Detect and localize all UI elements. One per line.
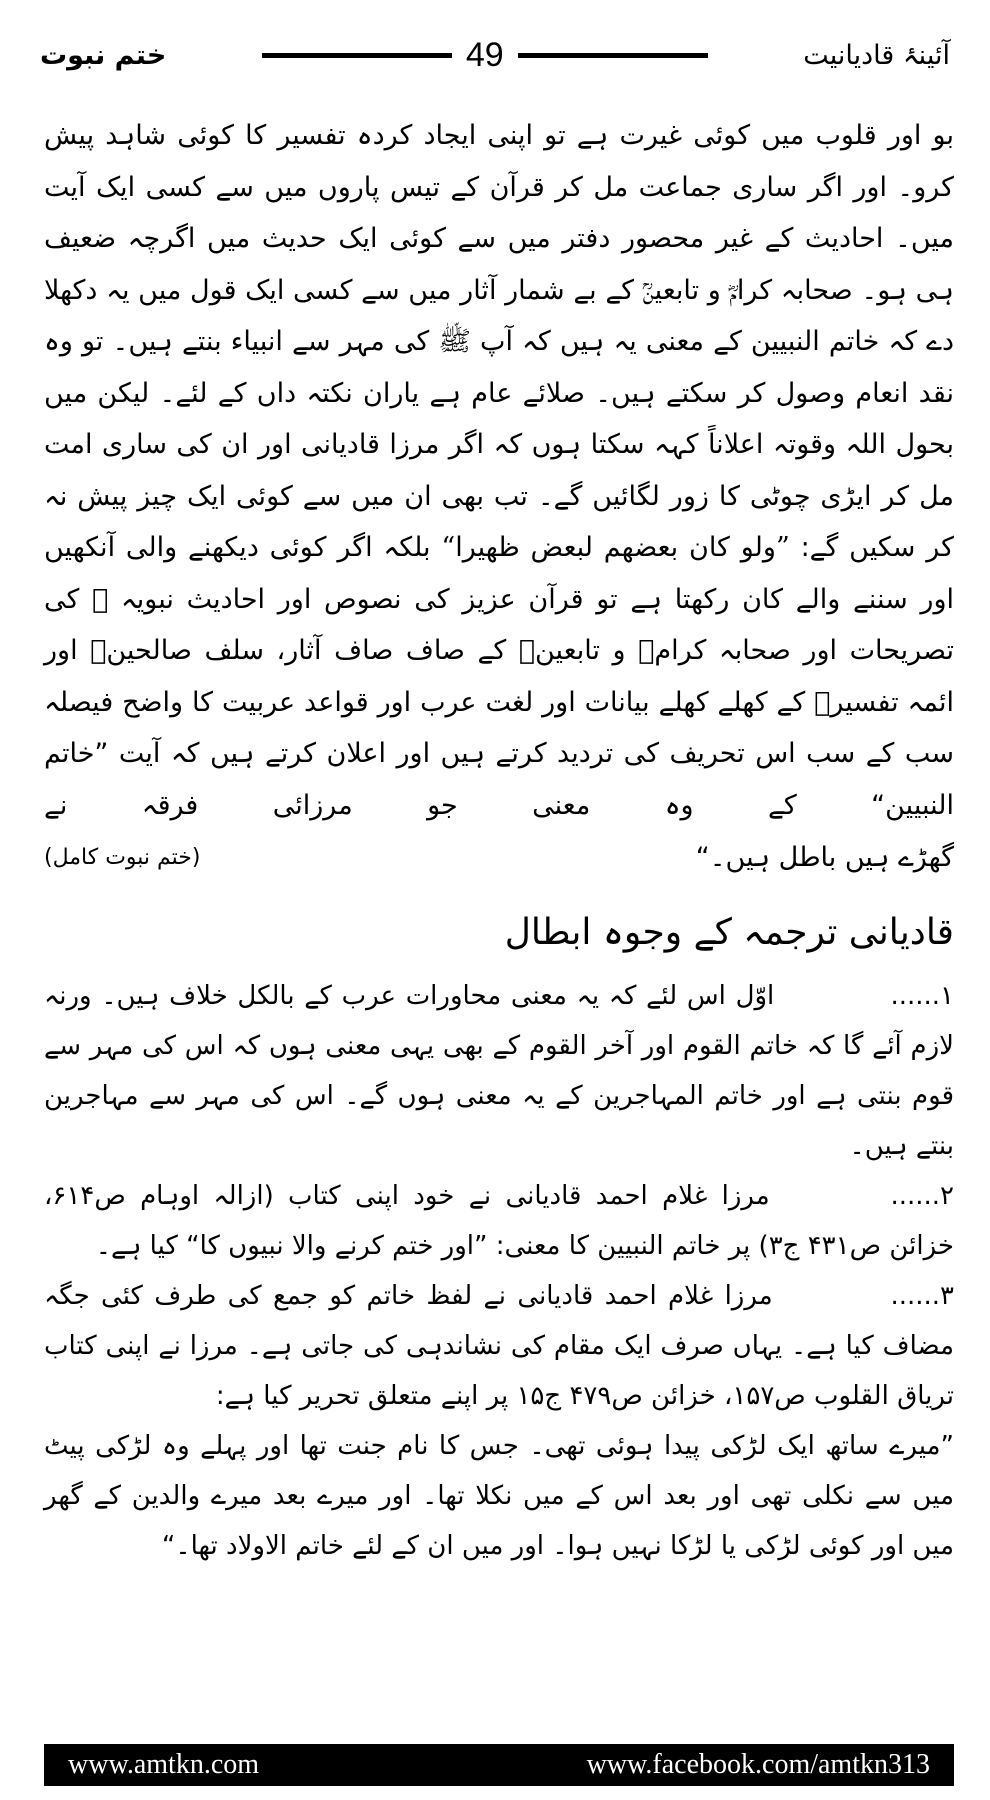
list-item-number: ۱...... xyxy=(890,981,954,1011)
page-footer xyxy=(44,1744,954,1786)
list-item-1 xyxy=(44,971,954,1171)
list-item-number: ۳...... xyxy=(890,1281,954,1311)
list-item-text: مرزا غلام احمد قادیانی نے لفظ خاتم کو جمع کی طرف کئی جگہ مضاف کیا ہے۔ یہاں صرف ایک مقام کی نشاندہی کی جاتی ہے۔ مرزا نے اپنی کتاب تریاق القلوب ص۱۵۷، خزائن ص۴۷۹ ج۱۵ پر اپنے متعلق تحریر کیا ہے: xyxy=(44,1281,954,1411)
footer-website-link[interactable]: www.amtkn.com xyxy=(68,1749,260,1780)
page-number: 49 xyxy=(465,35,504,74)
list-item-2 xyxy=(44,1171,954,1271)
page-number-group xyxy=(262,36,708,75)
arabic-verse-quote: ”ولو کان بعضهم لبعض ظهیرا“ xyxy=(441,532,790,563)
page-header xyxy=(40,30,950,80)
paragraph-1-end: گھڑے ہیں باطل ہیں۔“ xyxy=(695,841,954,873)
paragraph-1-continuation: بلکہ اگر کوئی دیکھنے والی آنکھیں اور سننے والے کان رکھتا ہے تو قرآن عزیز کی نصوص اور احادیث نبویہ ﷺ کی تصریحات اور صحابہ کرامؓ و تابعینؒ کے صاف صاف آثار، سلف صالحینؒ اور ائمہ تفسیرؒ کے کھلے کھلے بیانات اور لغت عرب اور قواعد عربیت کا واضح فیصلہ سب کے سب اس تحریف کی تردید کرتے ہیں اور اعلان کرتے ہیں کہ آیت ”خاتم النبیین“ کے وہ معنی جو مرزائی فرقہ نے xyxy=(44,532,954,821)
list-item-number: ۲...... xyxy=(890,1181,955,1211)
header-rule-right xyxy=(518,53,708,58)
list-item-text: اوّل اس لئے کہ یہ معنی محاورات عرب کے بالکل خلاف ہیں۔ ورنہ لازم آئے گا کہ خاتم القوم اور آخر القوم کے بھی یہی معنی ہوں کہ اس کی مہر سے قوم بنتی ہے اور خاتم المہاجرین کے یہ معنی ہوں گے۔ اس کی مہر سے مہاجرین بنتے ہیں۔ xyxy=(44,981,954,1161)
list-item-text: مرزا غلام احمد قادیانی نے خود اپنی کتاب (ازالہ اوہام ص۶۱۴، خزائن ص۴۳۱ ج۳) پر خاتم النبیین کا معنی: ”اور ختم کرنے والا نبیوں کا“ کیا ہے۔ xyxy=(44,1181,954,1261)
paragraph-1-last-line xyxy=(44,831,954,883)
paragraph-1 xyxy=(44,110,954,831)
list-item-3 xyxy=(44,1271,954,1421)
header-title-right: آئینۂ قادیانیت xyxy=(803,39,950,71)
block-quote: ”میرے ساتھ ایک لڑکی پیدا ہوئی تھی۔ جس کا نام جنت تھا اور پہلے وہ لڑکی پیٹ میں سے نکلی تھی اور بعد اس کے میں نکلا تھا۔ اور میرے بعد میرے والدین کے گھر میں اور کوئی لڑکی یا لڑکا نہیں ہوا۔ اور میں ان کے لئے خاتم الاولاد تھا۔“ xyxy=(44,1431,954,1561)
header-rule-left xyxy=(262,53,452,58)
section-heading: قادیانی ترجمہ کے وجوہ ابطال xyxy=(504,912,954,953)
header-title-left: ختم نبوت xyxy=(40,39,167,71)
page-body xyxy=(44,110,954,1571)
citation: (ختم نبوت کامل) xyxy=(44,844,201,870)
paragraph-1-text: بو اور قلوب میں کوئی غیرت ہے تو اپنی ایجاد کردہ تفسیر کا کوئی شاہد پیش کرو۔ اور اگر ساری جماعت مل کر قرآن کے تیس پاروں میں سے کسی ایک آیت میں۔ احادیث کے غیر محصور دفتر میں سے کوئی ایک حدیث میں اگرچہ ضعیف ہی ہو۔ صحابہ کرامؓ و تابعینؒ کے بے شمار آثار میں سے کسی ایک قول میں یہ دکھلا دے کہ خاتم النبیین کے معنی یہ ہیں کہ آپ ﷺ کی مہر سے انبیاء بنتے ہیں۔ تو وہ نقد انعام وصول کر سکتے ہیں۔ صلائے عام ہے یاران نکتہ داں کے لئے۔ لیکن میں بحول اللہ وقوتہ اعلاناً کہہ سکتا ہوں کہ اگر مرزا قادیانی اور ان کی ساری امت مل کر ایڑی چوٹی کا زور لگائیں گے۔ تب بھی ان میں سے کوئی ایک چیز پیش نہ کر سکیں گے: xyxy=(44,120,954,563)
footer-facebook-link[interactable]: www.facebook.com/amtkn313 xyxy=(586,1749,930,1780)
